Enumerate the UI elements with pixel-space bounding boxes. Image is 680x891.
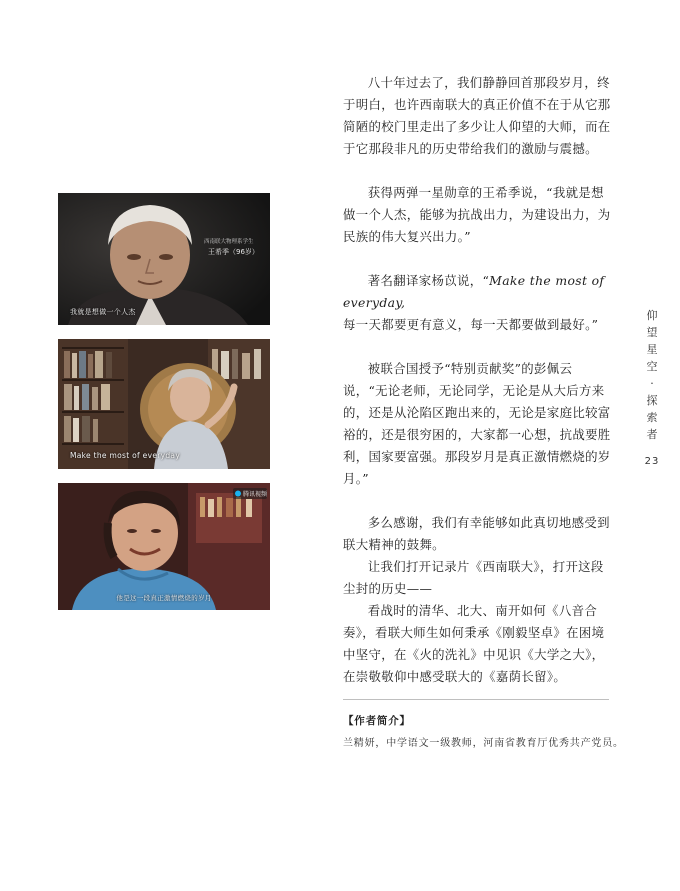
- section-title-char: 空: [646, 360, 658, 373]
- section-title-char: ·: [650, 377, 654, 390]
- photo-peng-peiyun: [58, 483, 270, 610]
- video-badge: 腾讯视频: [243, 491, 268, 498]
- paragraph-7: 看战时的清华、北大、南开如何《八音合奏》，看联大师生如何秉承《刚毅坚卓》在困境中坚守，在《火的洗礼》中见识《大学之大》，在崇敬敬仰中感受联大的《嘉荫长留》。: [343, 603, 605, 684]
- paragraph-4: 被联合国授予“特别贡献奖”的彭佩云说，“无论老师，无论同学，无论是从大后方来的，还是从沦陷区跑出来的，无论是家庭比较富裕的，还是很穷困的，大家都一心想，抗战要胜利，国家要富强。那段岁月是真正激情燃烧的岁月。”: [343, 361, 611, 486]
- section-title-char: 星: [646, 343, 658, 356]
- section-title-char: 仰: [646, 309, 658, 322]
- divider: [343, 699, 609, 700]
- section-title-vertical: [644, 307, 660, 443]
- author-bio: 兰精妍，中学语文一级教师，河南省教育厅优秀共产党员。: [343, 738, 624, 749]
- paragraph-1: 八十年过去了，我们静静回首那段岁月，终于明白，也许西南联大的真正价值不在于从它那简陋的校门里走出了多少让人仰望的大师，而在于它那段非凡的历史带给我们的激励与震撼。: [343, 75, 611, 156]
- page-number: 23: [644, 456, 660, 467]
- photo-caption: 我就是想做一个人杰: [70, 308, 136, 316]
- paragraph-3-lead: 著名翻译家杨苡说，“: [367, 273, 490, 288]
- section-title-char: 索: [646, 411, 658, 424]
- section-title-char: 探: [646, 394, 658, 407]
- paragraph-3-rest: 每一天都要更有意义，每一天都要做到最好。”: [343, 317, 599, 332]
- section-title-char: 者: [646, 428, 658, 441]
- article-body: [343, 72, 611, 688]
- photo-peng-peiyun-image: [58, 483, 270, 610]
- photo-caption: 他是这一段真正激情燃烧的岁月: [116, 594, 212, 602]
- paragraph-2: 获得两弹一星勋章的王希季说，“我就是想做一个人杰，能够为抗战出力，为建设出力，为民族的伟大复兴出力。”: [343, 185, 611, 244]
- paragraph-6: 让我们打开记录片《西南联大》，打开这段尘封的历史——: [343, 559, 604, 596]
- photo-overlay-line2: 王希季（96岁）: [208, 248, 259, 256]
- english-quote: Make the most of everyday,: [343, 273, 605, 310]
- photo-wang-xiji-image: [58, 193, 270, 325]
- section-title-char: 望: [646, 326, 658, 339]
- paragraph-3: [343, 270, 611, 336]
- photo-wang-xiji: [58, 193, 270, 325]
- paragraph-5: 多么感谢，我们有幸能够如此真切地感受到联大精神的鼓舞。: [343, 515, 610, 552]
- author-heading: 【作者简介】: [343, 715, 411, 727]
- photo-caption: Make the most of everyday: [70, 451, 181, 460]
- photo-yang-yi-image: [58, 339, 270, 469]
- photo-yang-yi: [58, 339, 270, 469]
- photo-overlay-line1: 西南联大物理系学生: [204, 239, 254, 245]
